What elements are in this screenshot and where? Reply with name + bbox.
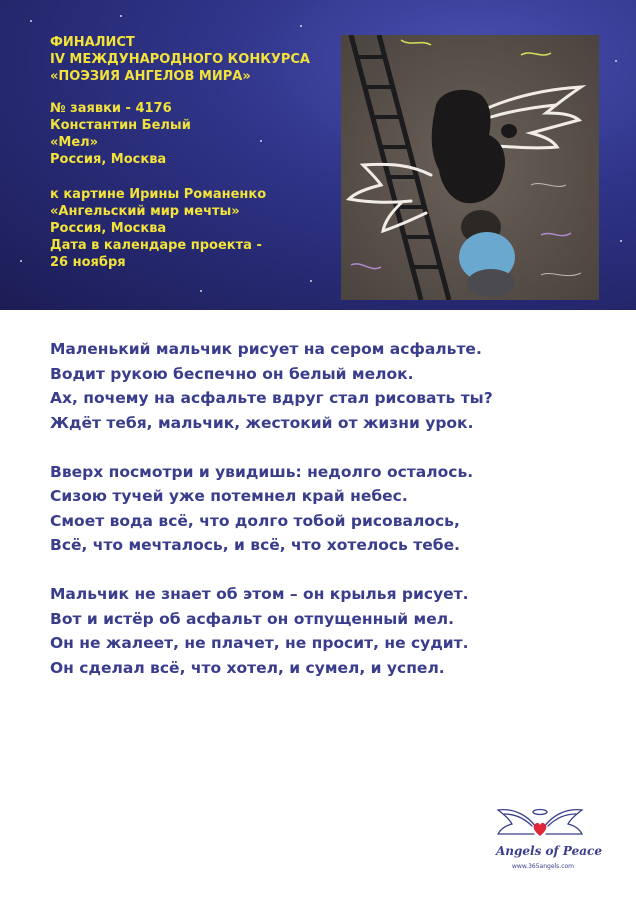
angels-of-peace-logo	[490, 800, 602, 880]
painting-line: 26 ноября	[50, 255, 126, 270]
star	[615, 60, 617, 62]
title-line: IV МЕЖДУНАРОДНОГО КОНКУРСА	[50, 52, 310, 67]
star	[260, 140, 262, 142]
poem-line: Ах, почему на асфальте вдруг стал рисовать ты?	[50, 389, 493, 407]
poem-stanza	[50, 337, 493, 435]
poem-stanza	[50, 460, 493, 558]
poem-line: Вверх посмотри и увидишь: недолго осталось.	[50, 462, 474, 481]
star	[20, 260, 22, 262]
poem-line: Вот и истёр об асфальт он отпущенный мел.	[50, 609, 454, 628]
star	[200, 290, 202, 292]
poem-body	[50, 337, 493, 705]
logo-url: www.365angels.com	[512, 863, 575, 870]
painting-image	[341, 35, 599, 300]
author-name: Константин Белый	[50, 118, 191, 133]
poem-line: Он не жалеет, не плачет, не просит, не судит.	[50, 634, 469, 652]
poem-line: Водит рукою беспечно он белый мелок.	[50, 364, 414, 383]
star	[30, 20, 32, 22]
star	[120, 15, 122, 17]
poem-line: Сизою тучей уже потемнел край небес.	[50, 487, 408, 505]
header-banner	[0, 0, 636, 310]
star	[310, 280, 312, 282]
painting-illustration	[341, 35, 599, 300]
title-line: «ПОЭЗИЯ АНГЕЛОВ МИРА»	[50, 69, 251, 84]
poem-line: Всё, что мечталось, и всё, что хотелось тебе.	[50, 536, 460, 554]
poem-line: Мальчик не знает об этом – он крылья рисует.	[50, 585, 469, 603]
painting-line: Россия, Москва	[50, 221, 167, 236]
painting-line: Дата в календаре проекта -	[50, 238, 262, 253]
star	[300, 25, 302, 27]
poem-line: Маленький мальчик рисует на сером асфальте.	[50, 340, 482, 358]
star	[620, 240, 622, 242]
title-line: ФИНАЛИСТ	[50, 35, 135, 50]
angel-wings-icon	[490, 800, 590, 848]
painting-line: «Ангельский мир мечты»	[50, 204, 240, 219]
entry-info	[50, 100, 191, 168]
poem-line: Ждёт тебя, мальчик, жестокий от жизни урок.	[50, 413, 474, 432]
finalist-title	[50, 34, 310, 85]
poem-title: «Мел»	[50, 135, 99, 150]
author-location: Россия, Москва	[50, 152, 167, 167]
poem-stanza	[50, 582, 493, 680]
entry-number: № заявки - 4176	[50, 101, 172, 116]
painting-info	[50, 186, 266, 271]
poem-line: Смоет вода всё, что долго тобой рисовалось,	[50, 511, 460, 530]
poem-line: Он сделал всё, что хотел, и сумел, и успел.	[50, 658, 445, 677]
logo-name: Angels of Peace	[496, 844, 602, 858]
painting-line: к картине Ирины Романенко	[50, 187, 267, 202]
